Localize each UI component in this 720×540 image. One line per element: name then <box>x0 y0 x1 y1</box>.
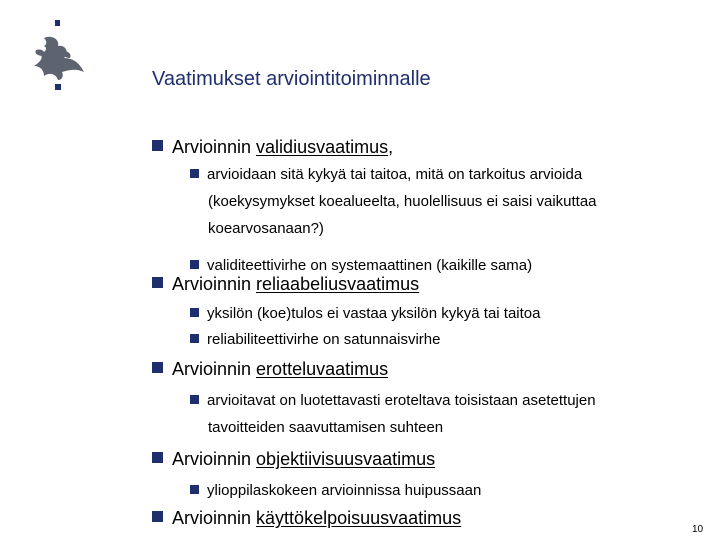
sub-bullet-text: validiteettivirhe on systemaattinen (kaikille sama) <box>207 257 533 274</box>
sub-bullet-continuation: tavoitteiden saavuttamisen suhteen <box>208 419 444 436</box>
bullet-square-icon <box>152 511 163 522</box>
bullet-square-icon <box>190 485 199 494</box>
requirement-text <box>172 508 461 529</box>
requirement-term: objektiivisuusvaatimus <box>256 449 436 469</box>
requirement-text <box>172 359 388 380</box>
sub-bullet-continuation: (koekysymykset koealueelta, huolellisuus ei saisi vaikuttaa <box>208 193 597 210</box>
requirement-text <box>172 274 419 295</box>
bullet-square-icon <box>190 260 199 269</box>
requirement-text <box>172 137 393 158</box>
slide-title: Vaatimukset arviointitoiminnalle <box>152 68 431 90</box>
bullet-square-icon <box>190 308 199 317</box>
bullet-square-icon <box>190 334 199 343</box>
requirement-prefix: Arvioinnin <box>172 274 257 294</box>
sub-bullet-text: arvioitavat on luotettavasti eroteltava toisistaan asetettujen <box>207 392 596 409</box>
bullet-square-icon <box>152 140 163 151</box>
requirement-text <box>172 449 435 470</box>
requirement-suffix: , <box>388 137 394 157</box>
requirement-term: reliaabeliusvaatimus <box>256 274 420 294</box>
requirement-term: käyttökelpoisuusvaatimus <box>256 508 462 528</box>
bullet-square-icon <box>152 277 163 288</box>
bullet-square-icon <box>152 452 163 463</box>
bullet-square-icon <box>152 362 163 373</box>
bullet-square-icon <box>190 169 199 178</box>
page-number: 10 <box>692 524 704 535</box>
sub-bullet-text: arvioidaan sitä kykyä tai taitoa, mitä on tarkoitus arvioida <box>207 166 583 183</box>
requirement-prefix: Arvioinnin <box>172 449 257 469</box>
requirement-term: validiusvaatimus <box>256 137 389 157</box>
requirement-prefix: Arvioinnin <box>172 508 257 528</box>
bullet-square-icon <box>190 395 199 404</box>
requirement-prefix: Arvioinnin <box>172 359 257 379</box>
sub-bullet-text: reliabiliteettivirhe on satunnaisvirhe <box>207 331 441 348</box>
sub-bullet-text: ylioppilaskokeen arvioinnissa huipussaan <box>207 482 482 499</box>
requirement-term: erotteluvaatimus <box>256 359 389 379</box>
sub-bullet-continuation: koearvosanaan?) <box>208 220 324 237</box>
sub-bullet-text: yksilön (koe)tulos ei vastaa yksilön kykyä tai taitoa <box>207 305 541 322</box>
requirement-prefix: Arvioinnin <box>172 137 257 157</box>
